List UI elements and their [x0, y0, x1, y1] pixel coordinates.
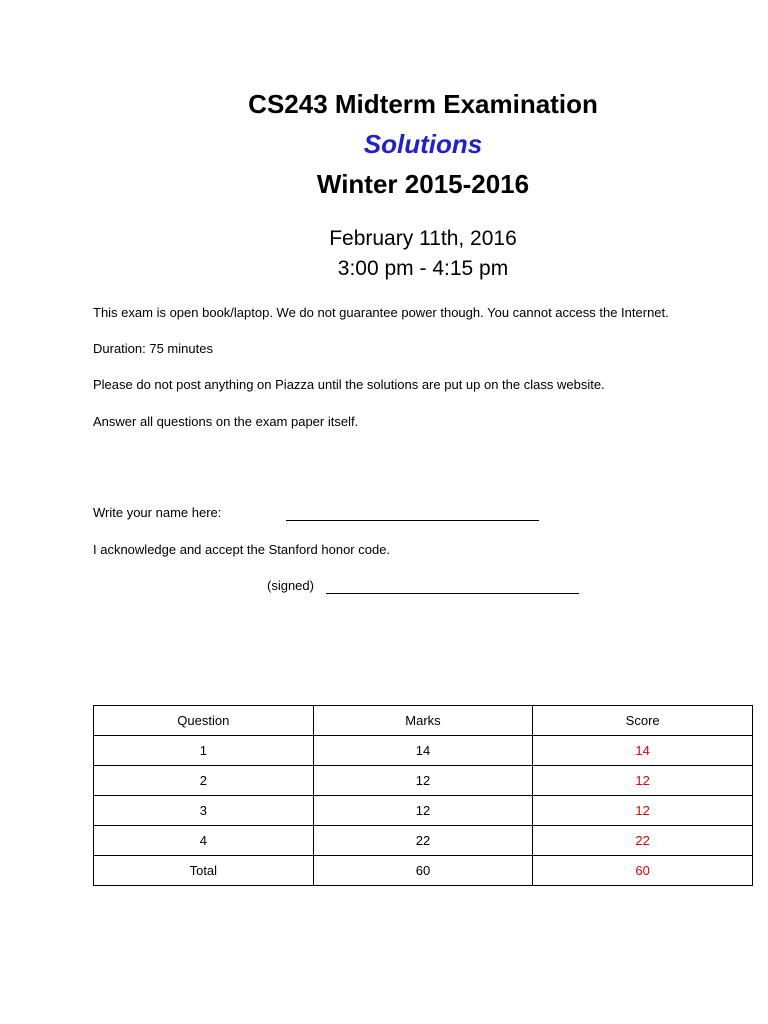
cell-score: 22 — [533, 826, 753, 856]
cell-score: 14 — [533, 736, 753, 766]
exam-title: CS243 Midterm Examination — [248, 89, 598, 119]
exam-term: Winter 2015-2016 — [316, 169, 530, 199]
header-score: Score — [533, 706, 753, 736]
instruction-open-book: This exam is open book/laptop. We do not guarantee power though. You cannot access the Internet. — [93, 305, 669, 320]
cell-marks: 12 — [313, 796, 533, 826]
cell-question: 2 — [94, 766, 314, 796]
exam-time: 3:00 pm - 4:15 pm — [337, 257, 509, 280]
instruction-duration: Duration: 75 minutes — [93, 341, 213, 356]
cell-question: 4 — [94, 826, 314, 856]
signed-label: (signed) — [267, 578, 314, 593]
instruction-answer: Answer all questions on the exam paper itself. — [93, 414, 359, 429]
cell-score: 12 — [533, 796, 753, 826]
table-row — [94, 796, 753, 826]
cell-question: 1 — [94, 736, 314, 766]
name-blank-line[interactable] — [286, 505, 539, 521]
cell-question: 3 — [94, 796, 314, 826]
cell-marks: 60 — [313, 856, 533, 886]
cell-score: 60 — [533, 856, 753, 886]
signature-blank-line[interactable] — [326, 578, 579, 594]
marks-table — [93, 705, 753, 886]
exam-subtitle: Solutions — [363, 129, 483, 159]
cell-question: Total — [94, 856, 314, 886]
header-question: Question — [94, 706, 314, 736]
table-row — [94, 766, 753, 796]
exam-date: February 11th, 2016 — [329, 227, 517, 250]
cell-marks: 14 — [313, 736, 533, 766]
honor-code-statement: I acknowledge and accept the Stanford honor code. — [93, 542, 391, 557]
cell-score: 12 — [533, 766, 753, 796]
cell-marks: 12 — [313, 766, 533, 796]
table-row — [94, 826, 753, 856]
table-row — [94, 736, 753, 766]
cell-marks: 22 — [313, 826, 533, 856]
table-total-row — [94, 856, 753, 886]
table-header-row — [94, 706, 753, 736]
name-label: Write your name here: — [93, 505, 222, 520]
instruction-piazza: Please do not post anything on Piazza until the solutions are put up on the class website. — [93, 377, 605, 392]
header-marks: Marks — [313, 706, 533, 736]
